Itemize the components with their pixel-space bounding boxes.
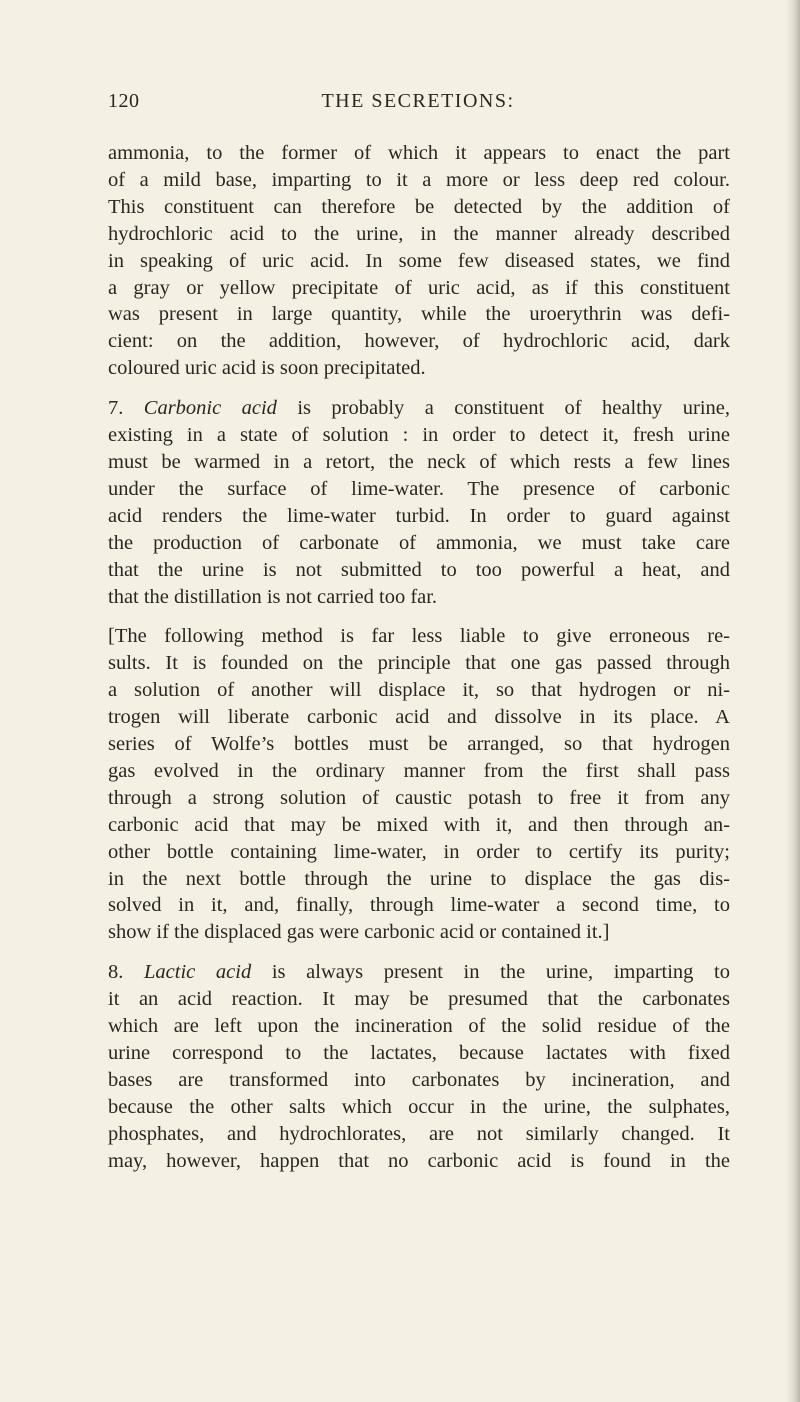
section-term: Lactic acid <box>144 961 252 984</box>
text-line-rest: is probably a constituent of healthy urine, <box>297 397 731 420</box>
text-line: because the other salts which occur in the urine, the sulphates, <box>108 1095 730 1118</box>
section-number: 7. <box>108 397 124 420</box>
text-line: carbonic acid that may be mixed with it, and then through an- <box>108 813 730 836</box>
text-line: that the distillation is not carried too far. <box>108 585 438 608</box>
paragraph-carbonic-acid <box>108 395 730 610</box>
text-line: urine correspond to the lactates, because lactates with fixed <box>108 1042 730 1064</box>
text-line: may, however, happen that no carbonic acid is found in the <box>108 1149 730 1172</box>
section-term: Carbonic acid <box>143 397 277 420</box>
running-title: THE SECRETIONS: <box>321 90 515 112</box>
text-line: must be warmed in a retort, the neck of which rests a few lines <box>108 450 730 473</box>
text-line: series of Wolfe’s bottles must be arranged, so that hydrogen <box>108 733 730 756</box>
page-number: 120 <box>108 90 140 112</box>
text-line-first <box>108 959 730 986</box>
text-line: existing in a state of solution : in order to detect it, fresh urine <box>108 424 730 447</box>
text-line: which are left upon the incineration of the solid residue of the <box>108 1015 730 1038</box>
text-line: other bottle containing lime-water, in order to certify its purity; <box>108 840 730 863</box>
page-edge-shadow <box>786 0 800 1402</box>
text-line: hydrochloric acid to the urine, in the manner already described <box>108 222 730 245</box>
text-line: of a mild base, imparting to it a more or less deep red colour. <box>108 168 730 191</box>
text-line: cient: on the addition, however, of hydrochloric acid, dark <box>108 330 730 353</box>
text-line: sults. It is founded on the principle that one gas passed through <box>108 652 730 675</box>
text-line: show if the displaced gas were carbonic acid or contained it.] <box>108 921 610 944</box>
text-line: through a strong solution of caustic potash to free it from any <box>108 786 730 809</box>
text-line: it an acid reaction. It may be presumed that the carbonates <box>108 988 730 1011</box>
text-line: the production of carbonate of ammonia, we must take care <box>108 531 730 554</box>
text-line: a solution of another will displace it, so that hydrogen or ni- <box>108 679 730 702</box>
paragraph-method-note <box>108 623 730 946</box>
text-line: This constituent can therefore be detected by the addition of <box>108 195 730 218</box>
text-line: bases are transformed into carbonates by incineration, and <box>108 1068 730 1091</box>
running-head <box>108 90 728 120</box>
text-line: trogen will liberate carbonic acid and dissolve in its place. A <box>108 706 730 729</box>
text-line: under the surface of lime-water. The presence of carbonic <box>108 477 730 500</box>
text-line: phosphates, and hydrochlorates, are not similarly changed. It <box>108 1122 730 1145</box>
paragraph-lactic-acid <box>108 959 730 1174</box>
text-line-rest: is always present in the urine, imparting to <box>271 961 731 984</box>
text-line: acid renders the lime-water turbid. In order to guard against <box>108 504 730 527</box>
text-line: gas evolved in the ordinary manner from the first shall pass <box>108 759 730 782</box>
text-line: [The following method is far less liable to give erroneous re- <box>108 625 730 648</box>
text-line: a gray or yellow precipitate of uric acid, as if this constituent <box>108 276 730 299</box>
text-line: solved in it, and, finally, through lime-water a second time, to <box>108 894 730 917</box>
text-line: coloured uric acid is soon precipitated. <box>108 357 426 380</box>
text-line-first <box>108 395 730 422</box>
text-line: was present in large quantity, while the uroerythrin was defi- <box>108 303 730 326</box>
text-line: ammonia, to the former of which it appears to enact the part <box>108 142 730 164</box>
text-line: in speaking of uric acid. In some few diseased states, we find <box>108 249 730 272</box>
text-line: that the urine is not submitted to too powerful a heat, and <box>108 558 730 581</box>
section-number: 8. <box>108 961 124 984</box>
paragraph-ammonia <box>108 140 730 382</box>
body-text <box>108 140 730 1175</box>
text-line: in the next bottle through the urine to displace the gas dis- <box>108 867 730 890</box>
